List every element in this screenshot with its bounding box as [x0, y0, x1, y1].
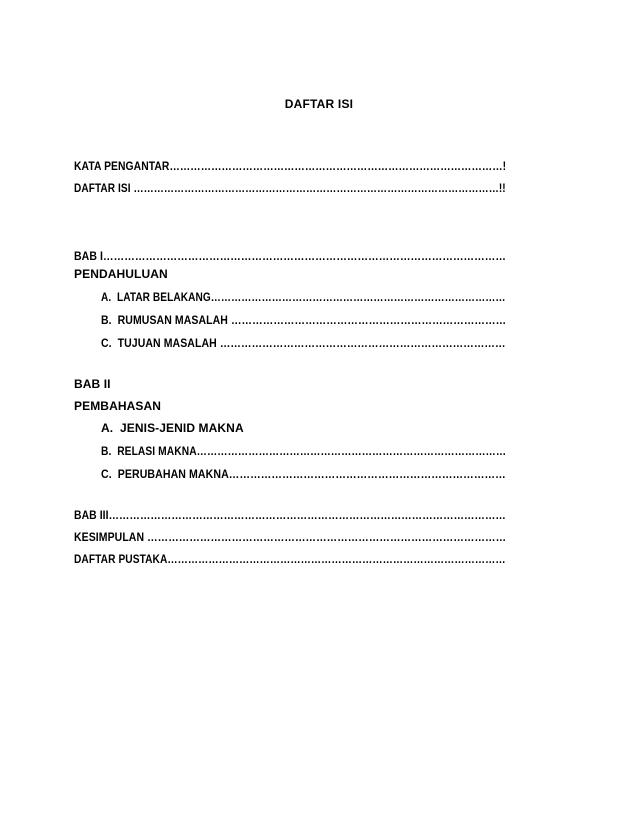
toc-item-perubahan-makna: [101, 467, 506, 481]
toc-item-letter: C.: [101, 467, 112, 481]
toc-item-text: RUMUSAN MASALAH ……………………………………………………………………: [117, 313, 507, 327]
toc-item-tujuan-masalah: [101, 336, 506, 350]
toc-item-rumusan-masalah: [101, 313, 506, 327]
toc-pembahasan: PEMBAHASAN: [74, 399, 162, 413]
toc-kesimpulan: KESIMPULAN …………………………………………………………………………………………: [74, 530, 507, 544]
toc-item-text: JENIS-JENID MAKNA: [120, 421, 244, 435]
page-title: DAFTAR ISI: [284, 97, 354, 111]
toc-bab-1: BAB I……………………………………………………………………………………………………: [74, 249, 506, 263]
toc-daftar-pustaka: DAFTAR PUSTAKA………………………………………………………………………………………: [74, 552, 506, 566]
toc-item-relasi-makna: [101, 444, 506, 458]
toc-pendahuluan: PENDAHULUAN: [74, 267, 168, 281]
toc-item-letter: B.: [101, 313, 112, 327]
toc-item-letter: A.: [101, 290, 112, 304]
toc-daftar-isi: DAFTAR ISI ………………………………………………………………………………………………!!: [74, 181, 506, 195]
toc-item-jenis-makna: [101, 421, 244, 435]
toc-item-text: TUJUAN MASALAH ………………………………………………………………………: [117, 336, 506, 350]
toc-item-text: RELASI MAKNA………………………………………………………………………………: [117, 444, 507, 458]
toc-item-text: LATAR BELAKANG……………………………………………………………………………: [116, 290, 506, 304]
toc-item-latar-belakang: [101, 290, 506, 304]
toc-item-letter: A.: [101, 421, 114, 435]
toc-item-text: PERUBAHAN MAKNA……………………………………………………………………: [117, 467, 506, 481]
toc-item-letter: B.: [101, 444, 112, 458]
toc-kata-pengantar: KATA PENGANTAR……………………………………………………………………………………!: [74, 159, 507, 173]
toc-item-letter: C.: [101, 336, 112, 350]
toc-bab-2: BAB II: [74, 377, 111, 391]
toc-bab-3: BAB III……………………………………………………………………………………………………: [74, 508, 506, 522]
